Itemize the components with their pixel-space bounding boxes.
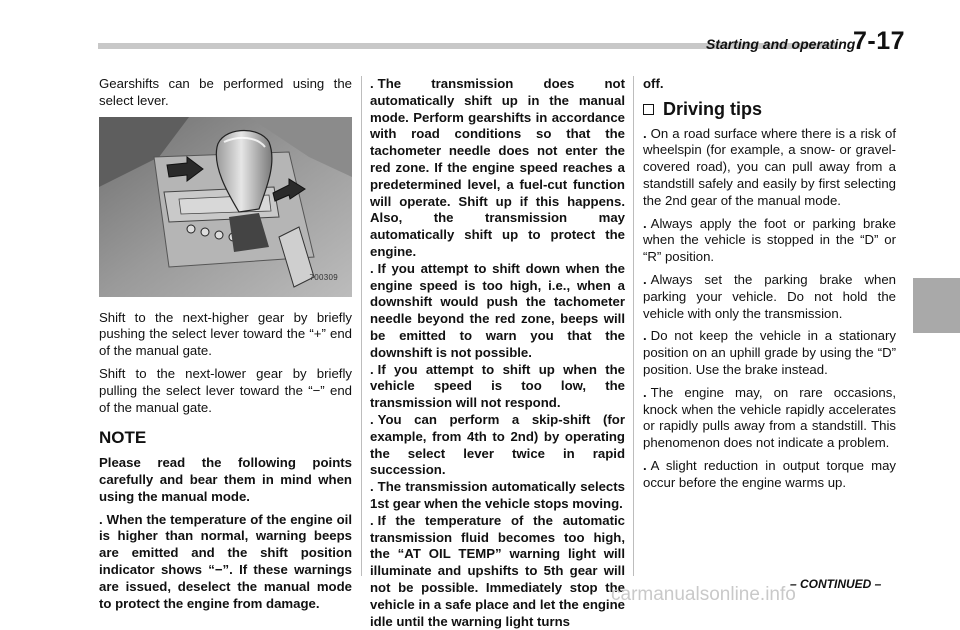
bullet-marker: . xyxy=(370,512,374,528)
bullet-marker: . xyxy=(99,511,103,527)
note-bullet-text: If the temperature of the automatic transmission fluid becomes too high, the “AT OIL TEMP” warning light will illuminate and upshifts to 5th gear will not be possible. Immediately stop the vehicle in a safe place and let the engine idle until the warning light turns xyxy=(370,512,625,629)
note-heading: NOTE xyxy=(99,428,147,448)
note-bullet xyxy=(370,362,625,412)
column-1 xyxy=(99,76,352,612)
note-bullet xyxy=(370,76,625,261)
driving-tips-title: Driving tips xyxy=(663,98,763,119)
bullet-marker: . xyxy=(643,328,647,344)
tip-text: Always apply the foot or parking brake when the vehicle is stopped in the “D” or “R” position. xyxy=(643,215,896,265)
intro-paragraph: Gearshifts can be performed using the select lever. xyxy=(99,76,352,108)
shift-down-paragraph: Shift to the next-lower gear by briefly pulling the select lever toward the “−” end of the manual gate. xyxy=(99,365,352,415)
section-title: Starting and operating xyxy=(706,36,856,52)
tip-text: On a road surface where there is a risk of wheelspin (for example, a snow- or gravel-covered road), you can pull away from a standstill safely and easily by first selecting the 2nd gear of the manual mode. xyxy=(643,125,896,208)
column-3 xyxy=(643,76,896,498)
bullet-marker: . xyxy=(643,215,647,231)
note-bullet-text: When the temperature of the engine oil is higher than normal, warning beeps are emitted and the shift position indicator shows “−”. If these warnings are issued, deselect the manual mode to protect the engine from damage. xyxy=(99,511,352,611)
tip-item xyxy=(643,385,896,452)
note-bullet xyxy=(370,479,625,513)
note-bullet xyxy=(370,513,625,630)
tip-item xyxy=(643,458,896,492)
bullet-marker: . xyxy=(370,479,374,495)
bullet-marker: . xyxy=(643,384,647,400)
watermark: carmanualsonline.info xyxy=(611,584,796,605)
tip-item xyxy=(643,272,896,322)
column-divider xyxy=(633,76,634,576)
note-bullet xyxy=(370,412,625,479)
select-lever-figure xyxy=(99,117,352,297)
figure-code: 700309 xyxy=(309,272,338,282)
tip-item xyxy=(643,216,896,266)
note-bullet xyxy=(370,261,625,362)
note-bullet-text: You can perform a skip-shift (for example, from 4th to 2nd) by operating the select lever twice in rapid succession. xyxy=(370,411,625,478)
note-bullet-text: If you attempt to shift up when the vehicle speed is too low, the transmission will not respond. xyxy=(370,361,625,411)
bullet-marker: . xyxy=(370,260,374,276)
note-bullet-text: The transmission automatically selects 1st gear when the vehicle stops moving. xyxy=(370,479,625,511)
bullet-marker: . xyxy=(643,271,647,287)
chapter-tab xyxy=(913,278,960,333)
driving-tips-heading xyxy=(643,98,896,119)
note-bullet xyxy=(99,512,352,613)
note-intro: Please read the following points carefully and bear them in mind when using the manual mode. xyxy=(99,455,352,504)
bullet-marker: . xyxy=(370,361,374,377)
section-square-icon xyxy=(643,104,654,115)
tip-text: The engine may, on rare occasions, knock when the vehicle rapidly accelerates or rapidly pulls away from a standstill. This phenomenon does not indicate a problem. xyxy=(643,384,896,451)
bullet-marker: . xyxy=(370,76,374,91)
column-divider xyxy=(361,76,362,576)
note-bullet-text: If you attempt to shift down when the engine speed is too high, i.e., when a downshift would push the tachometer needle beyond the red zone, beeps will be emitted to warn you that the downshift is not possible. xyxy=(370,260,625,360)
continuation-text: off. xyxy=(643,76,664,91)
shift-up-paragraph: Shift to the next-higher gear by briefly pushing the select lever toward the “+” end of the manual gate. xyxy=(99,309,352,359)
bullet-marker: . xyxy=(370,411,374,427)
note-bullet-text: The transmission does not automatically shift up in the manual mode. Perform gearshifts in accordance with road conditions so that the tachometer needle does not enter the red zone. If the engine speed reaches a predetermined level, a fuel-cut function will operate. Shift up if this happens. Also, the transmission may automatically shift up to protect the engine. xyxy=(370,76,625,259)
note-body xyxy=(99,455,352,612)
bullet-marker: . xyxy=(643,457,647,473)
tip-item xyxy=(643,126,896,210)
tip-text: Do not keep the vehicle in a stationary position on an uphill grade by using the “D” position. Use the brake instead. xyxy=(643,328,896,377)
column-2 xyxy=(370,76,625,630)
tip-item xyxy=(643,328,896,378)
continued-label: – CONTINUED – xyxy=(790,577,882,591)
tip-text: Always set the parking brake when parking your vehicle. Do not hold the vehicle with only the transmission. xyxy=(643,271,896,321)
tip-text: A slight reduction in output torque may occur before the engine warms up. xyxy=(643,457,896,490)
bullet-marker: . xyxy=(643,125,647,141)
page-number: 7-17 xyxy=(853,27,906,55)
